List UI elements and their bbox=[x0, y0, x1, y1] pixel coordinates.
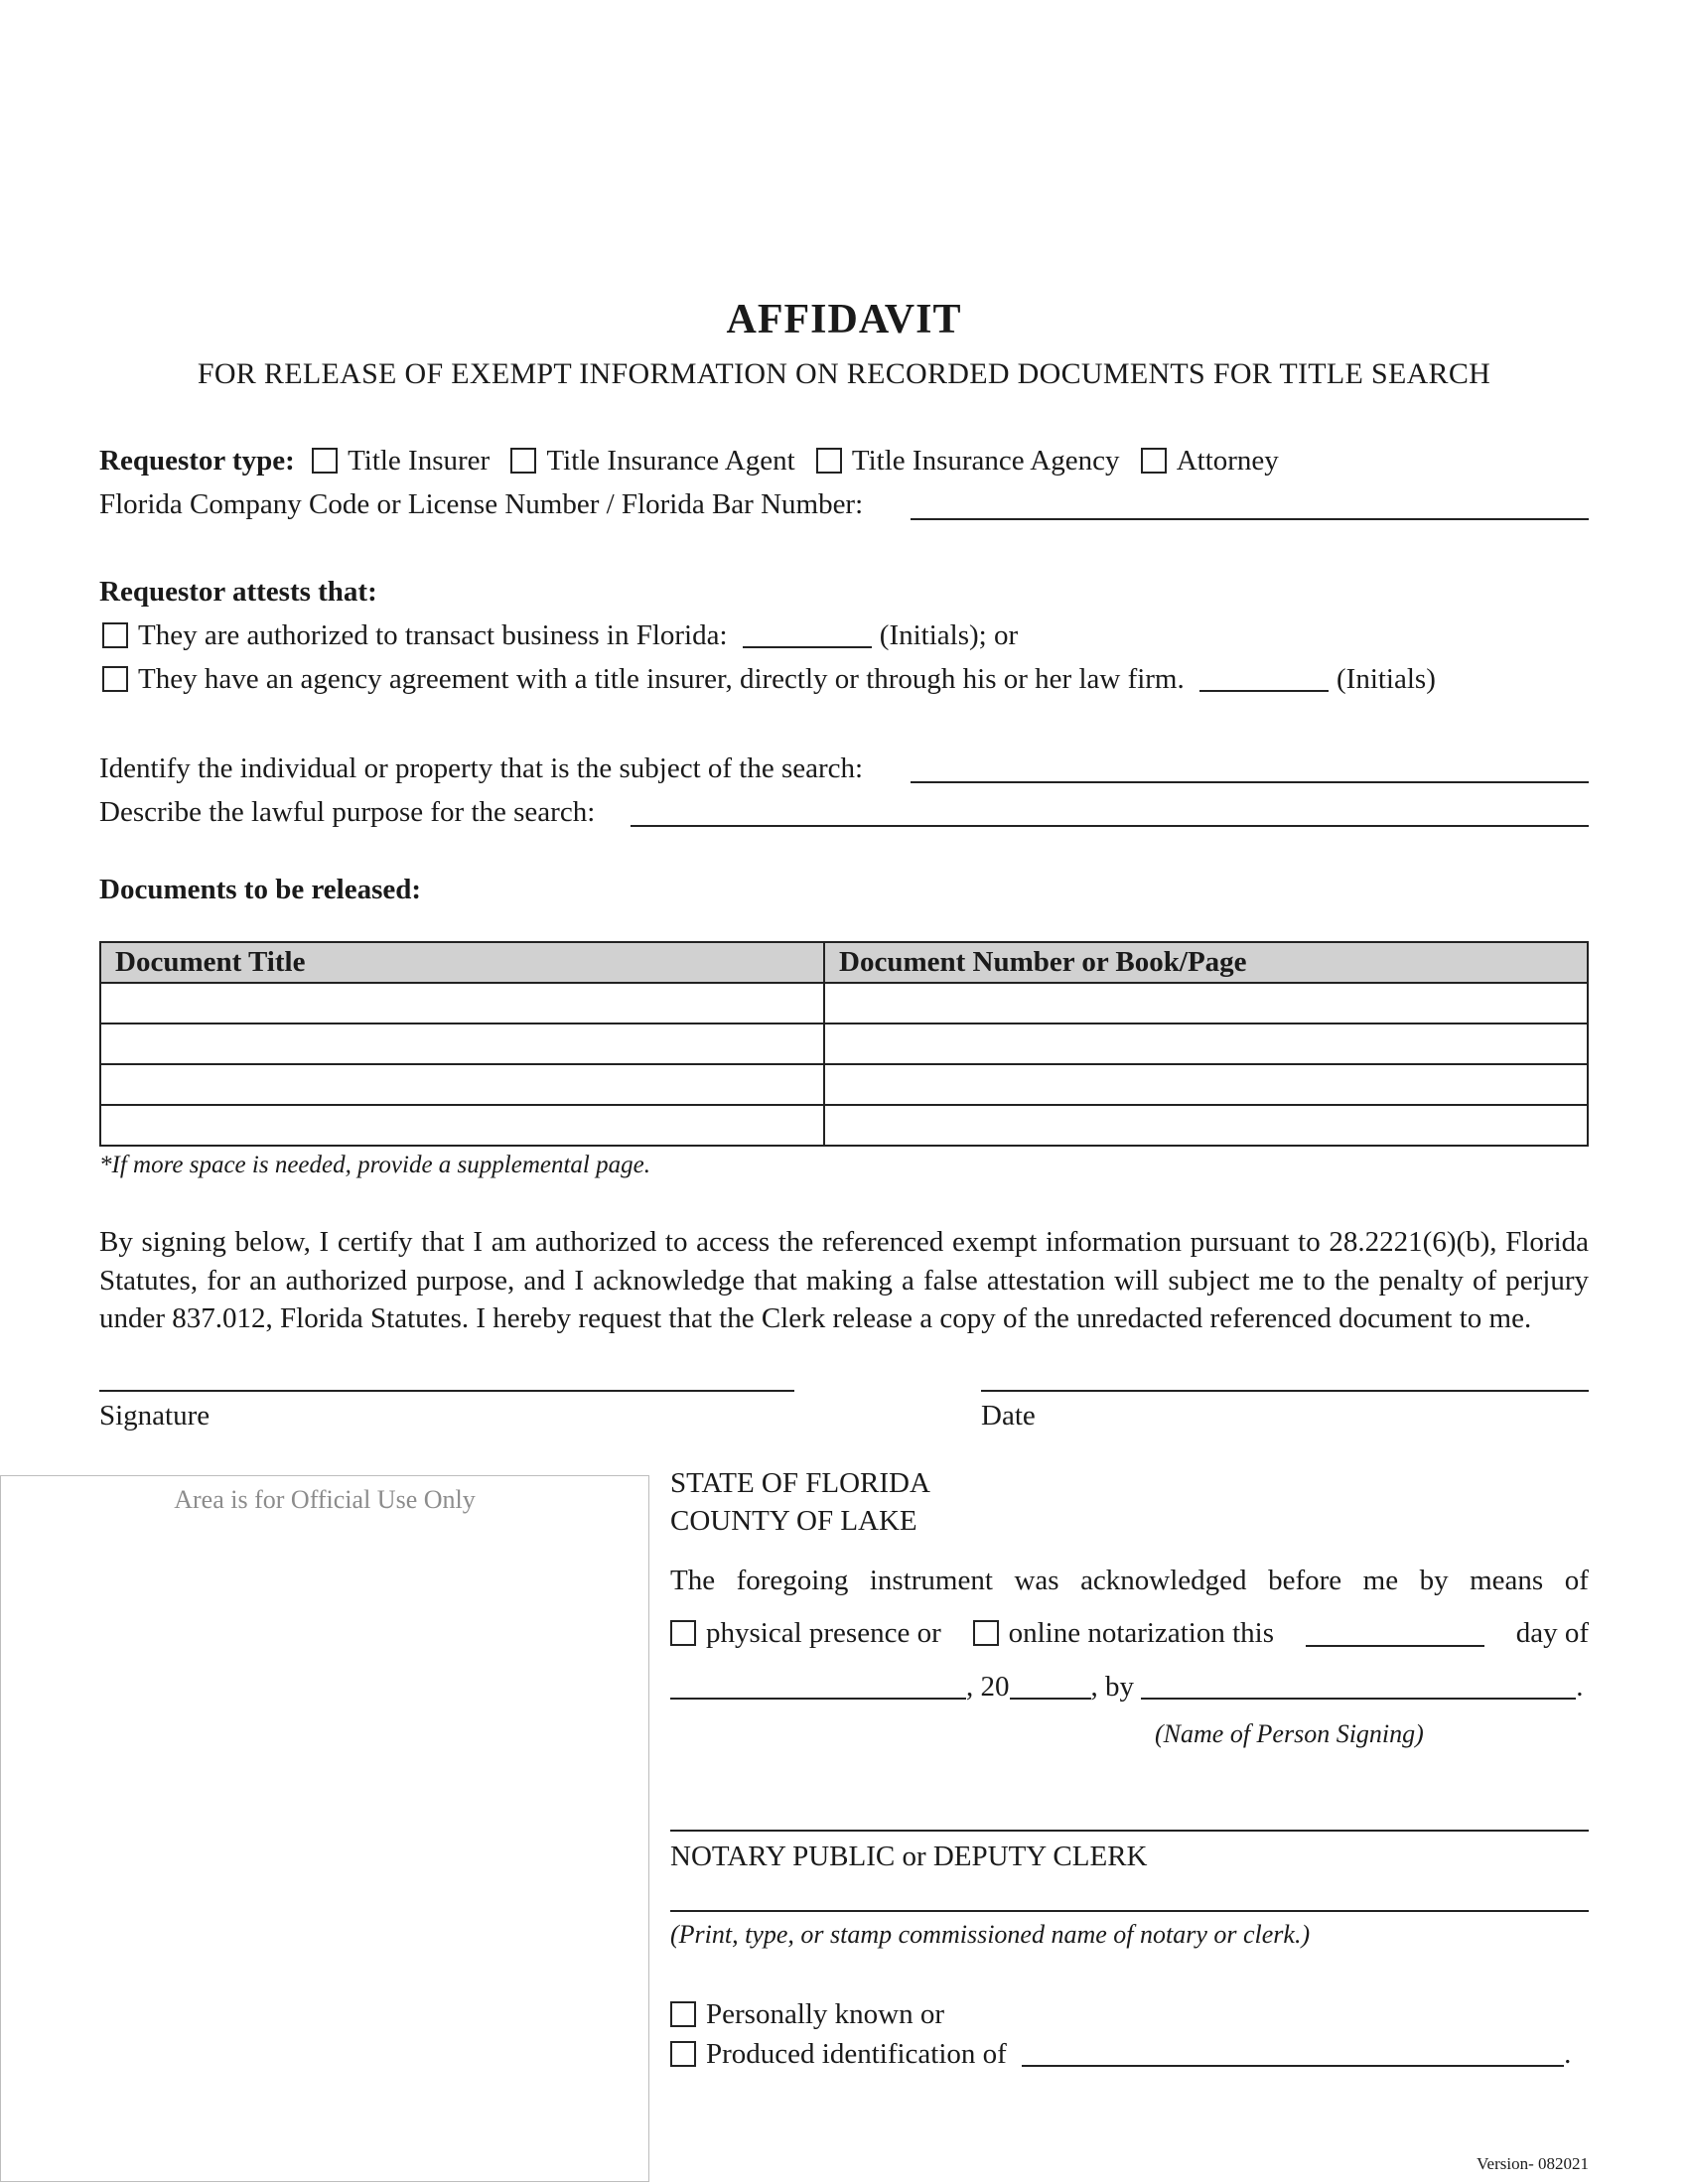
date-label: Date bbox=[981, 1400, 1036, 1432]
table-row bbox=[100, 983, 1588, 1024]
month-field[interactable] bbox=[670, 1672, 966, 1700]
ack-word: by bbox=[1419, 1564, 1449, 1596]
produced-identification-label: Produced identification of bbox=[706, 2038, 1007, 2070]
table-cell[interactable] bbox=[824, 1064, 1588, 1105]
table-header-row bbox=[100, 942, 1588, 983]
print-caption: (Print, type, or stamp commissioned name of notary or clerk.) bbox=[670, 1920, 1311, 1949]
county-label: COUNTY OF LAKE bbox=[670, 1505, 917, 1537]
purpose-label: Describe the lawful purpose for the search: bbox=[99, 796, 596, 828]
attest-item-1 bbox=[102, 617, 1018, 653]
checkbox-agency-agreement[interactable] bbox=[102, 666, 128, 692]
purpose-field[interactable] bbox=[631, 825, 1589, 827]
online-notarization-label: online notarization this bbox=[1008, 1616, 1274, 1649]
table-cell[interactable] bbox=[100, 1105, 824, 1146]
ack-word: acknowledged bbox=[1080, 1564, 1247, 1596]
form-title: AFFIDAVIT bbox=[726, 297, 962, 342]
table-cell[interactable] bbox=[824, 1024, 1588, 1064]
type-title-insurance-agency: Title Insurance Agency bbox=[851, 445, 1120, 477]
person-signing-field[interactable] bbox=[1141, 1672, 1576, 1700]
table-row bbox=[100, 1105, 1588, 1146]
certification-text: By signing below, I certify that I am authorized to access the referenced exempt information pursuant to 28.2221(6)(b), Florida Statutes, for an authorized purpose, and I acknowledge that making a false attestation will subject me to the penalty of perjury under 837.012, Florida Statutes. I hereby request that the Clerk release a copy of the unredacted referenced document to me. bbox=[99, 1226, 1589, 1334]
requestor-type-label: Requestor type: bbox=[99, 445, 295, 477]
date-name-line bbox=[670, 1669, 1589, 1705]
commissioned-name-field[interactable] bbox=[670, 1910, 1589, 1912]
personally-known-label: Personally known or bbox=[706, 1998, 945, 2030]
day-field[interactable] bbox=[1306, 1619, 1484, 1647]
acknowledgment-line bbox=[670, 1563, 1589, 1598]
checkbox-physical-presence[interactable] bbox=[670, 1620, 696, 1646]
name-caption: (Name of Person Signing) bbox=[1155, 1719, 1424, 1748]
attest-item-1-suffix: (Initials); or bbox=[879, 619, 1019, 651]
year-prefix: , 20 bbox=[966, 1671, 1010, 1703]
initials-field-1[interactable] bbox=[743, 620, 872, 648]
personally-known-row bbox=[670, 1996, 1589, 2032]
checkbox-attorney[interactable] bbox=[1141, 448, 1167, 474]
license-number-field[interactable] bbox=[911, 518, 1589, 520]
checkbox-produced-identification[interactable] bbox=[670, 2041, 696, 2067]
checkbox-personally-known[interactable] bbox=[670, 2001, 696, 2027]
notary-signature-field[interactable] bbox=[670, 1830, 1589, 1832]
documents-heading: Documents to be released: bbox=[99, 874, 422, 905]
state-label: STATE OF FLORIDA bbox=[670, 1467, 930, 1499]
by-label: , by bbox=[1090, 1671, 1134, 1703]
requestor-type-row bbox=[99, 443, 1279, 478]
day-of-label: day of bbox=[1515, 1616, 1589, 1649]
column-document-title: Document Title bbox=[100, 942, 824, 983]
table-cell[interactable] bbox=[100, 1064, 824, 1105]
ack-word: before bbox=[1268, 1564, 1342, 1596]
type-title-insurer: Title Insurer bbox=[348, 445, 491, 477]
ack-word: foregoing bbox=[736, 1564, 849, 1596]
license-label: Florida Company Code or License Number / Florida Bar Number: bbox=[99, 488, 864, 520]
produced-id-row bbox=[670, 2036, 1589, 2072]
subject-field[interactable] bbox=[911, 781, 1589, 783]
checkbox-authorized-florida[interactable] bbox=[102, 622, 128, 648]
subject-label: Identify the individual or property that is the subject of the search: bbox=[99, 752, 864, 784]
checkbox-title-insurance-agent[interactable] bbox=[510, 448, 536, 474]
table-row bbox=[100, 1024, 1588, 1064]
ack-word: The bbox=[670, 1564, 716, 1596]
table-cell[interactable] bbox=[100, 983, 824, 1024]
column-document-number: Document Number or Book/Page bbox=[824, 942, 1588, 983]
official-use-label: Area is for Official Use Only bbox=[174, 1485, 476, 1514]
ack-word: means bbox=[1470, 1564, 1544, 1596]
attest-item-2 bbox=[102, 661, 1436, 697]
ack-word: me bbox=[1362, 1564, 1399, 1596]
table-cell[interactable] bbox=[824, 1105, 1588, 1146]
attest-item-1-text: They are authorized to transact business in Florida: bbox=[138, 619, 728, 651]
initials-field-2[interactable] bbox=[1199, 664, 1329, 692]
type-attorney: Attorney bbox=[1176, 445, 1279, 477]
notary-public-label: NOTARY PUBLIC or DEPUTY CLERK bbox=[670, 1841, 1148, 1872]
checkbox-title-insurance-agency[interactable] bbox=[816, 448, 842, 474]
physical-presence-label: physical presence or bbox=[706, 1616, 941, 1649]
ack-word: was bbox=[1014, 1564, 1059, 1596]
attest-item-2-text: They have an agency agreement with a title insurer, directly or through his or her law firm. bbox=[138, 663, 1185, 695]
year-field[interactable] bbox=[1010, 1672, 1091, 1700]
signature-field[interactable] bbox=[99, 1390, 794, 1392]
table-cell[interactable] bbox=[824, 983, 1588, 1024]
official-use-box bbox=[0, 1475, 649, 2182]
table-row bbox=[100, 1064, 1588, 1105]
checkbox-title-insurer[interactable] bbox=[312, 448, 338, 474]
version-label: Version- 082021 bbox=[1477, 2154, 1589, 2173]
supplemental-note: *If more space is needed, provide a supplemental page. bbox=[99, 1152, 650, 1178]
form-subtitle: FOR RELEASE OF EXEMPT INFORMATION ON RECORDED DOCUMENTS FOR TITLE SEARCH bbox=[197, 357, 1491, 390]
attests-heading: Requestor attests that: bbox=[99, 576, 377, 608]
table-cell[interactable] bbox=[100, 1024, 824, 1064]
date-field[interactable] bbox=[981, 1390, 1589, 1392]
presence-line bbox=[670, 1615, 1589, 1651]
identification-field[interactable] bbox=[1022, 2039, 1564, 2067]
type-title-insurance-agent: Title Insurance Agent bbox=[546, 445, 795, 477]
period: . bbox=[1564, 2038, 1572, 2070]
period: . bbox=[1576, 1671, 1584, 1703]
attest-item-2-suffix: (Initials) bbox=[1336, 663, 1436, 695]
ack-word: of bbox=[1564, 1564, 1589, 1596]
documents-table bbox=[99, 941, 1589, 1147]
checkbox-online-notarization[interactable] bbox=[973, 1620, 999, 1646]
signature-label: Signature bbox=[99, 1400, 211, 1432]
ack-word: instrument bbox=[869, 1564, 993, 1596]
